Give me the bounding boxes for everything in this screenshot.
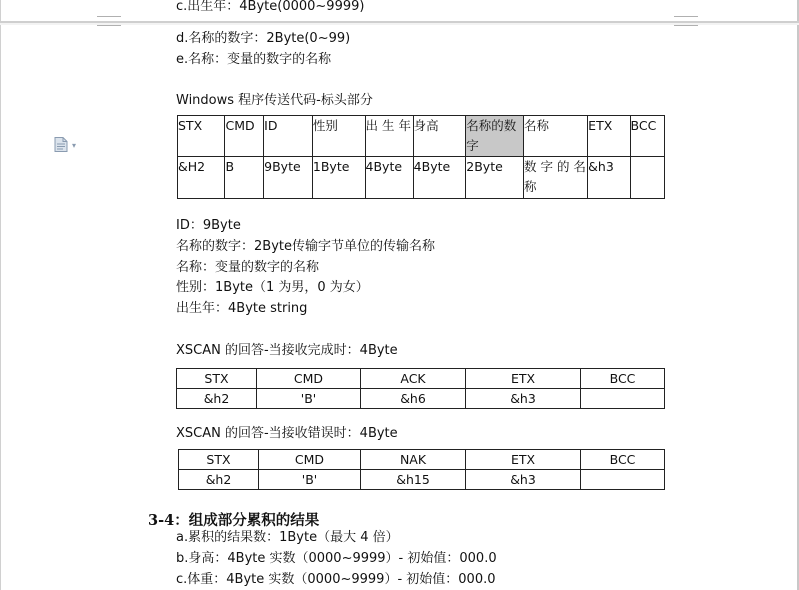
text-birth-desc: 出生年：4Byte string <box>176 301 308 316</box>
table-cell: 1Byte <box>312 157 365 199</box>
windows-header-table <box>177 115 665 199</box>
text-weight: c.体重：4Byte 实数（0000~9999）- 初始值：000.0 <box>176 572 496 587</box>
text-name-desc: 名称：变量的数字的名称 <box>176 260 320 275</box>
margin-marker-right <box>674 16 698 26</box>
text-name-number-desc: 名称的数字：2Byte传输字节单位的传输名称 <box>176 239 435 254</box>
table-row <box>179 450 665 470</box>
xscan-nak-table <box>178 449 665 490</box>
table-cell: 名称的数字 <box>466 116 524 157</box>
table-cell: 9Byte <box>264 157 313 199</box>
table-cell: 2Byte <box>466 157 524 199</box>
table-cell: 数 字 的 名称 <box>524 157 588 199</box>
xscan-ack-table <box>176 368 665 409</box>
table-cell: NAK <box>361 450 466 470</box>
table-cell: 性别 <box>312 116 365 157</box>
table-caption-xscan-err: XSCAN 的回答-当接收错误时：4Byte <box>176 426 398 441</box>
table-cell: STX <box>179 450 259 470</box>
table-cell: STX <box>177 369 257 389</box>
table-caption-xscan-ok: XSCAN 的回答-当接收完成时：4Byte <box>176 343 398 358</box>
table-cell: 'B' <box>259 470 361 490</box>
table-cell: 4Byte <box>365 157 413 199</box>
table-row <box>178 157 665 199</box>
table-cell <box>630 157 664 199</box>
table-cell: ETX <box>466 450 581 470</box>
table-cell: &h2 <box>177 389 257 409</box>
section-heading: 3-4：组成部分累积的结果 <box>148 512 320 529</box>
text-height: b.身高：4Byte 实数（0000~9999）- 初始值：000.0 <box>176 551 497 566</box>
text-id: ID：9Byte <box>176 218 241 233</box>
table-row <box>177 369 665 389</box>
table-cell: 出 生 年 <box>365 116 413 157</box>
table-caption-windows: Windows 程序传送代码-标头部分 <box>176 93 373 108</box>
text-name: e.名称：变量的数字的名称 <box>176 52 332 67</box>
table-cell: CMD <box>259 450 361 470</box>
table-cell: BCC <box>630 116 664 157</box>
document-dropdown-icon[interactable] <box>54 137 77 152</box>
table-cell: STX <box>178 116 225 157</box>
table-cell: ETX <box>588 116 630 157</box>
table-cell: ACK <box>361 369 466 389</box>
table-cell: ETX <box>466 369 581 389</box>
table-cell: &h3 <box>466 389 581 409</box>
table-cell: BCC <box>581 369 665 389</box>
table-cell: 'B' <box>257 389 361 409</box>
page-edge <box>0 0 1 590</box>
table-cell: &h3 <box>588 157 630 199</box>
table-cell: &h3 <box>466 470 581 490</box>
table-cell: &H2 <box>178 157 225 199</box>
table-row <box>178 116 665 157</box>
margin-marker-left <box>97 16 121 26</box>
table-cell: ID <box>264 116 313 157</box>
table-cell: 名称 <box>524 116 588 157</box>
table-cell: BCC <box>581 450 665 470</box>
table-row <box>179 470 665 490</box>
table-cell: B <box>225 157 264 199</box>
table-cell <box>581 389 665 409</box>
chevron-down-icon: ▾ <box>72 141 77 150</box>
text-birth-year: c.出生年：4Byte(0000~9999) <box>176 0 365 14</box>
table-cell <box>581 470 665 490</box>
table-cell: 4Byte <box>413 157 466 199</box>
text-accum-count: a.累积的结果数：1Byte（最大 4 倍） <box>176 530 399 545</box>
text-gender: 性别：1Byte（1 为男，0 为女） <box>176 280 369 295</box>
table-cell: CMD <box>257 369 361 389</box>
table-row <box>177 389 665 409</box>
table-cell: &h15 <box>361 470 466 490</box>
table-cell: &h2 <box>179 470 259 490</box>
table-cell: 身高 <box>413 116 466 157</box>
text-name-number: d.名称的数字：2Byte(0~99) <box>176 31 351 46</box>
table-cell: &h6 <box>361 389 466 409</box>
table-cell: CMD <box>225 116 264 157</box>
